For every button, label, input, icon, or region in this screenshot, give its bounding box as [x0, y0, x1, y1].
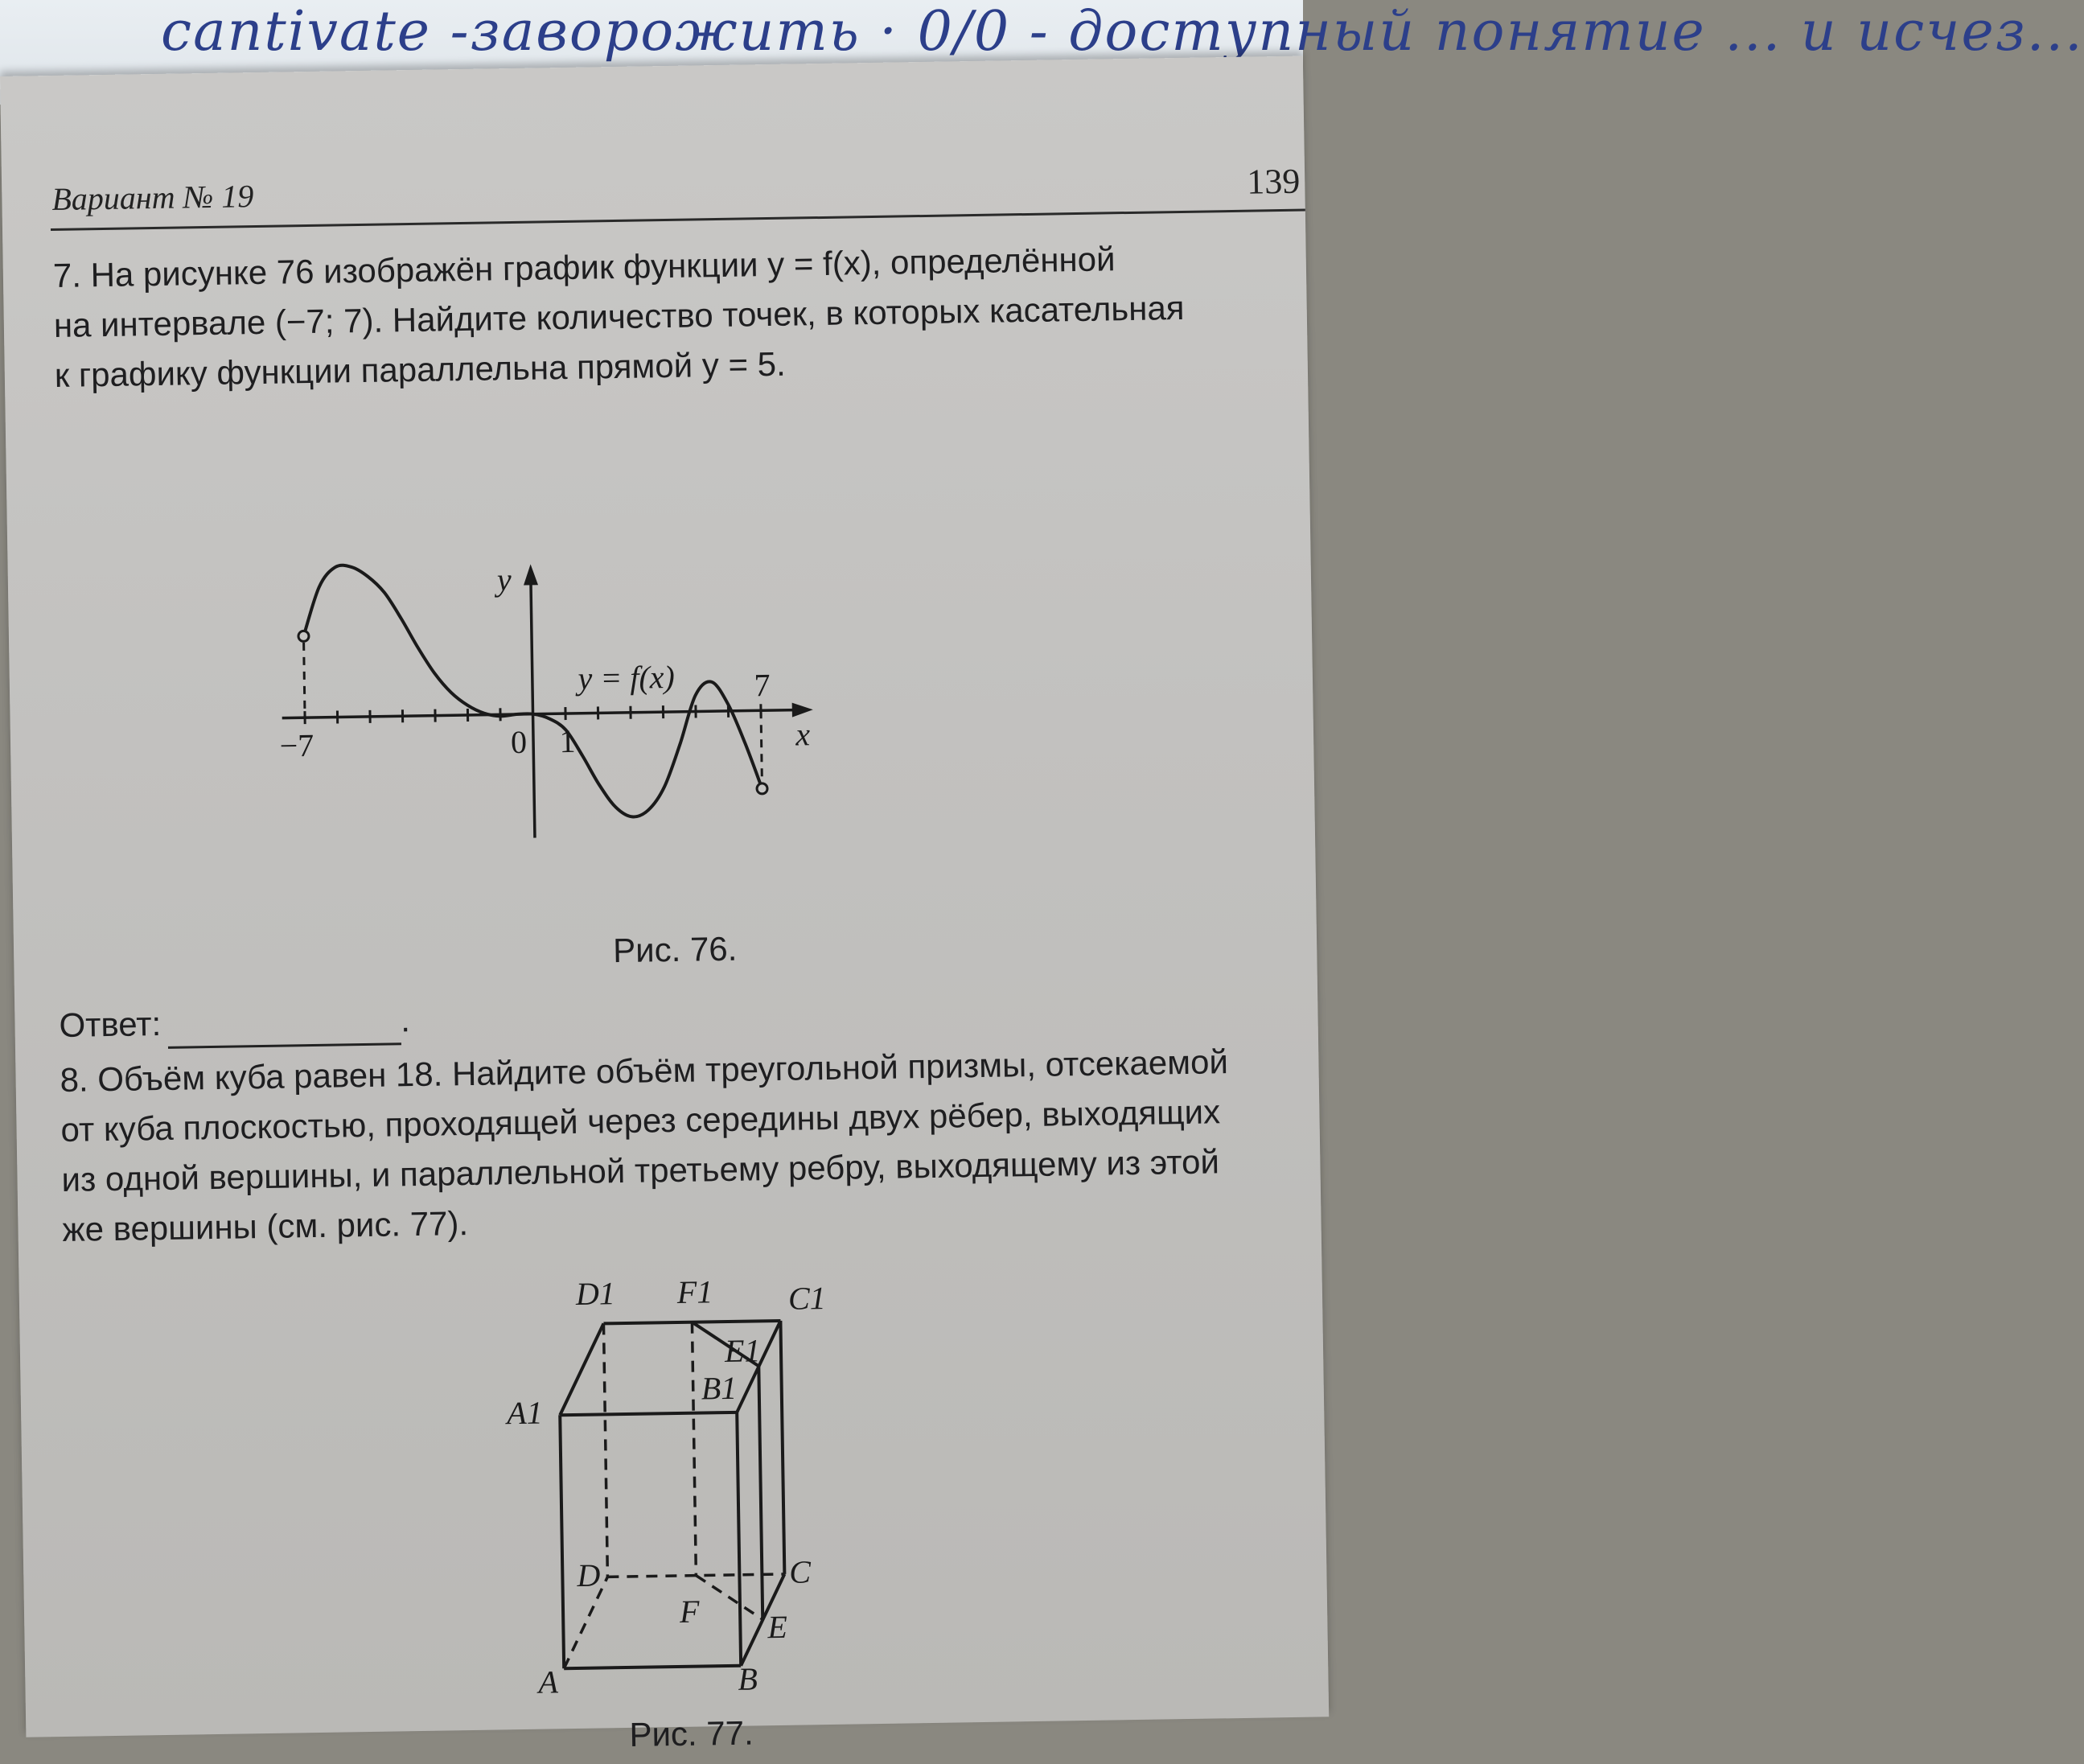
label-b: B [738, 1660, 758, 1696]
edge-f1-f-hidden [692, 1322, 696, 1576]
cube-figure [469, 1252, 927, 1710]
edge-e1-e [758, 1366, 762, 1619]
label-e: E [767, 1609, 787, 1645]
label-e1: E1 [724, 1332, 761, 1369]
book-page [0, 56, 1329, 1737]
answer-line [59, 995, 410, 1051]
label-a: A [536, 1663, 559, 1700]
y-axis [531, 575, 535, 837]
tick-label-pos7: 7 [754, 667, 771, 703]
handwritten-notes: cantivate -заворожить · 0/0 - доступный понятие ... и исчез... [161, 0, 2084, 64]
figure-76-caption: Рис. 76. [613, 930, 738, 970]
edge-a-b [564, 1666, 741, 1668]
function-graph [271, 397, 1116, 924]
x-axis-arrow [792, 702, 813, 717]
edge-a1-b1 [560, 1412, 737, 1415]
dashed-left-endpoint [304, 643, 305, 718]
problem7-line-2: на интервале (−7; 7). Найдите количество точек, в которых касательная [53, 283, 1185, 351]
open-endpoint-left [298, 631, 309, 641]
dashed-right-endpoint [761, 710, 762, 782]
x-axis-label: x [795, 716, 811, 752]
edge-b-b1 [737, 1412, 741, 1666]
tick-label-zero: 0 [511, 724, 528, 760]
answer-blank [167, 1014, 401, 1049]
label-d: D [576, 1557, 601, 1593]
edge-a-a1 [560, 1415, 564, 1668]
y-axis-arrow [524, 564, 538, 585]
y-axis-label: y [494, 561, 512, 598]
tick-label-one: 1 [559, 723, 576, 759]
variant-header: Вариант № 19 [51, 177, 254, 218]
label-d1: D1 [575, 1275, 616, 1312]
edge-a1-d1 [558, 1323, 605, 1415]
edge-f-e-hidden [696, 1574, 762, 1620]
problem7-line-1: 7. На рисунке 76 изображён график функции y = f(x), определённой [52, 234, 1116, 301]
answer-period: . [401, 1001, 410, 1038]
problem8-line-1: 8. Объём куба равен 18. Найдите объём треугольной призмы, отсекаемой [60, 1037, 1228, 1105]
tick-label-neg7: −7 [279, 727, 314, 764]
page-number: 139 [1247, 161, 1301, 203]
edge-d1-d-hidden [603, 1323, 607, 1577]
problem8-line-4: же вершины (см. рис. 77). [62, 1199, 469, 1255]
answer-label: Ответ: [59, 1005, 161, 1044]
problem7-line-3: к графику функции параллельна прямой y = 5. [54, 339, 786, 401]
label-a1: A1 [504, 1395, 543, 1432]
problem8-line-3: из одной вершины, и параллельной третьему ребру, выходящему из этой [61, 1137, 1219, 1205]
open-endpoint-right [757, 783, 767, 794]
label-f: F [679, 1593, 701, 1630]
label-b1: B1 [701, 1370, 737, 1407]
problem8-line-2: от куба плоскостью, проходящей через середины двух рёбер, выходящих [60, 1087, 1220, 1155]
label-c1: C1 [788, 1280, 826, 1317]
edge-c1-c [780, 1321, 784, 1574]
figure-77-caption: Рис. 77. [629, 1714, 754, 1754]
label-c: C [789, 1553, 812, 1589]
label-f1: F1 [676, 1273, 713, 1310]
curve-label: y = f(x) [574, 659, 675, 697]
